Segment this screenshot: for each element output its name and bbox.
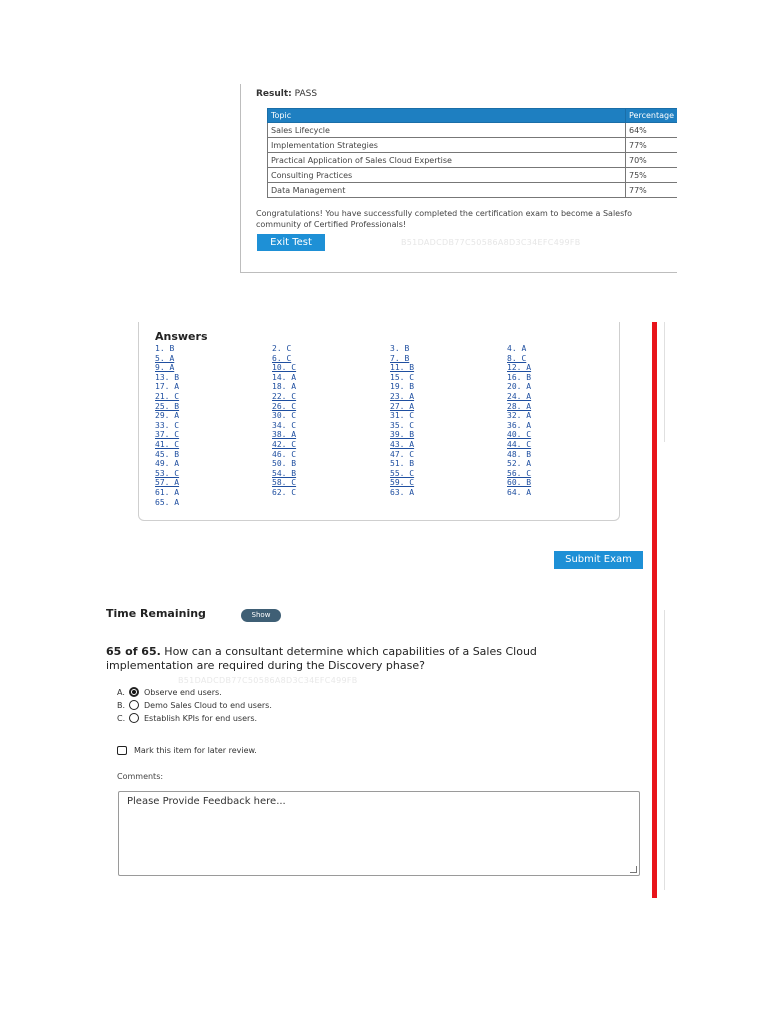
answers-panel xyxy=(138,322,620,521)
answer-item: 1. B xyxy=(155,344,175,353)
mark-for-review-label: Mark this item for later review. xyxy=(134,746,257,755)
table-row xyxy=(268,153,678,168)
answer-item: 47. C xyxy=(390,449,415,459)
percentage-cell: 77% xyxy=(626,183,678,198)
answer-item: 65. A xyxy=(155,497,180,507)
answer-item[interactable]: 26. C xyxy=(272,401,297,411)
answer-item: 36. A xyxy=(507,420,532,430)
answer-item: 45. B xyxy=(155,449,180,459)
show-timer-button[interactable]: Show xyxy=(241,609,281,622)
answer-item: 49. A xyxy=(155,459,180,469)
exit-test-button[interactable]: Exit Test xyxy=(257,234,325,251)
topic-cell: Practical Application of Sales Cloud Expertise xyxy=(268,153,626,168)
answer-item: 62. C xyxy=(272,488,297,497)
answer-item[interactable]: 7. B xyxy=(390,353,410,363)
result-status: Result: PASS xyxy=(256,89,318,99)
feedback-textarea[interactable] xyxy=(118,791,640,876)
column-header-percentage: Percentage xyxy=(626,109,678,123)
answer-item[interactable]: 42. C xyxy=(272,440,297,449)
answer-item: 30. C xyxy=(272,411,297,421)
answer-item[interactable]: 57. A xyxy=(155,478,180,488)
table-row xyxy=(268,168,678,183)
answer-item[interactable]: 58. C xyxy=(272,478,297,488)
answer-item[interactable]: 53. C xyxy=(155,468,180,478)
answer-item: 35. C xyxy=(390,420,415,430)
answer-item: 20. A xyxy=(507,382,532,392)
answers-title: Answers xyxy=(155,330,208,343)
answer-item[interactable]: 12. A xyxy=(507,363,532,373)
answer-item[interactable]: 21. C xyxy=(155,392,180,401)
option-letter: A. xyxy=(117,687,125,697)
answer-item[interactable]: 55. C xyxy=(390,468,415,478)
table-row xyxy=(268,138,678,153)
radio-icon[interactable] xyxy=(129,700,139,710)
answer-item[interactable]: 25. B xyxy=(155,401,180,411)
feedback-placeholder: Please Provide Feedback here... xyxy=(127,796,286,807)
answer-item[interactable]: 40. C xyxy=(507,430,532,440)
answer-item[interactable]: 23. A xyxy=(390,392,415,401)
topic-cell: Sales Lifecycle xyxy=(268,123,626,138)
answer-item: 19. B xyxy=(390,382,415,392)
answer-item: 34. C xyxy=(272,420,297,430)
watermark-hash: B51DADCDB77C50586A8D3C34EFC499FB xyxy=(401,238,581,247)
percentage-cell: 77% xyxy=(626,138,678,153)
answer-item: 4. A xyxy=(507,344,527,353)
answer-item: 32. A xyxy=(507,411,532,421)
answer-item: 29. A xyxy=(155,411,180,421)
answer-item[interactable]: 10. C xyxy=(272,363,297,373)
topic-cell: Consulting Practices xyxy=(268,168,626,183)
answer-item: 63. A xyxy=(390,488,415,497)
percentage-cell: 64% xyxy=(626,123,678,138)
answer-item[interactable]: 38. A xyxy=(272,430,297,440)
question-number: 65 of 65. xyxy=(106,645,161,658)
answer-item[interactable]: 28. A xyxy=(507,401,532,411)
answer-item: 14. A xyxy=(272,372,297,382)
answer-item: 31. C xyxy=(390,411,415,421)
table-row xyxy=(268,123,678,138)
column-header-topic: Topic xyxy=(268,109,626,123)
watermark-hash: B51DADCDB77C50586A8D3C34EFC499FB xyxy=(178,676,358,685)
table-row xyxy=(268,183,678,198)
answer-item: 52. A xyxy=(507,459,532,469)
option-letter: C. xyxy=(117,713,126,723)
resize-handle-icon[interactable] xyxy=(630,866,637,873)
panel-edge xyxy=(664,610,665,890)
answer-item[interactable]: 41. C xyxy=(155,440,180,449)
answer-item[interactable]: 11. B xyxy=(390,363,415,373)
answer-item: 3. B xyxy=(390,344,410,353)
result-value: PASS xyxy=(294,89,318,99)
answer-item[interactable]: 22. C xyxy=(272,392,297,401)
answer-item[interactable]: 24. A xyxy=(507,392,532,401)
answer-item: 16. B xyxy=(507,372,532,382)
answer-item[interactable]: 27. A xyxy=(390,401,415,411)
option-label: Observe end users. xyxy=(144,687,222,697)
answer-item[interactable]: 8. C xyxy=(507,353,527,363)
topic-score-table xyxy=(267,108,677,198)
option-label: Demo Sales Cloud to end users. xyxy=(144,700,272,710)
answer-item: 15. C xyxy=(390,372,415,382)
submit-exam-button[interactable]: Submit Exam xyxy=(554,551,643,569)
percentage-cell: 70% xyxy=(626,153,678,168)
mark-for-review[interactable] xyxy=(117,746,257,755)
option-c[interactable] xyxy=(117,712,257,724)
time-remaining-label: Time Remaining xyxy=(106,607,206,620)
percentage-cell: 75% xyxy=(626,168,678,183)
answer-item[interactable]: 44. C xyxy=(507,440,532,449)
answer-item[interactable]: 5. A xyxy=(155,353,175,363)
panel-edge xyxy=(664,322,665,442)
answer-item: 50. B xyxy=(272,459,297,469)
answer-item: 33. C xyxy=(155,420,180,430)
answer-item: 46. C xyxy=(272,449,297,459)
answer-item[interactable]: 59. C xyxy=(390,478,415,488)
answer-item[interactable]: 39. B xyxy=(390,430,415,440)
radio-icon[interactable] xyxy=(129,713,139,723)
answer-item[interactable]: 56. C xyxy=(507,468,532,478)
answer-item: 2. C xyxy=(272,344,292,353)
answer-item[interactable]: 9. A xyxy=(155,363,175,373)
answer-item: 61. A xyxy=(155,488,180,497)
radio-selected-icon[interactable] xyxy=(129,687,139,697)
topic-cell: Implementation Strategies xyxy=(268,138,626,153)
answer-item: 64. A xyxy=(507,488,532,497)
question-body: How can a consultant determine which capabilities of a Sales Cloud implementation are required during the Discovery phase? xyxy=(106,645,537,672)
answer-item: 13. B xyxy=(155,372,180,382)
red-annotation-bar xyxy=(652,322,657,898)
option-label: Establish KPIs for end users. xyxy=(144,713,258,723)
answer-item[interactable]: 43. A xyxy=(390,440,415,449)
answer-item: 18. A xyxy=(272,382,297,392)
option-a[interactable] xyxy=(117,686,222,698)
answer-item: 51. B xyxy=(390,459,415,469)
answer-item: 48. B xyxy=(507,449,532,459)
answer-item[interactable]: 60. B xyxy=(507,478,532,488)
result-panel xyxy=(240,84,677,273)
answer-item: 17. A xyxy=(155,382,180,392)
comments-label: Comments: xyxy=(117,772,164,781)
answer-item[interactable]: 37. C xyxy=(155,430,180,440)
option-b[interactable] xyxy=(117,699,272,711)
answer-item[interactable]: 54. B xyxy=(272,468,297,478)
congratulations-message: Congratulations! You have successfully completed the certification exam to become a Salesfo community of Certified Professionals! xyxy=(256,209,632,229)
option-letter: B. xyxy=(117,700,126,710)
topic-cell: Data Management xyxy=(268,183,626,198)
answer-item[interactable]: 6. C xyxy=(272,353,292,363)
checkbox-icon[interactable] xyxy=(117,746,127,755)
question-text xyxy=(106,645,596,673)
